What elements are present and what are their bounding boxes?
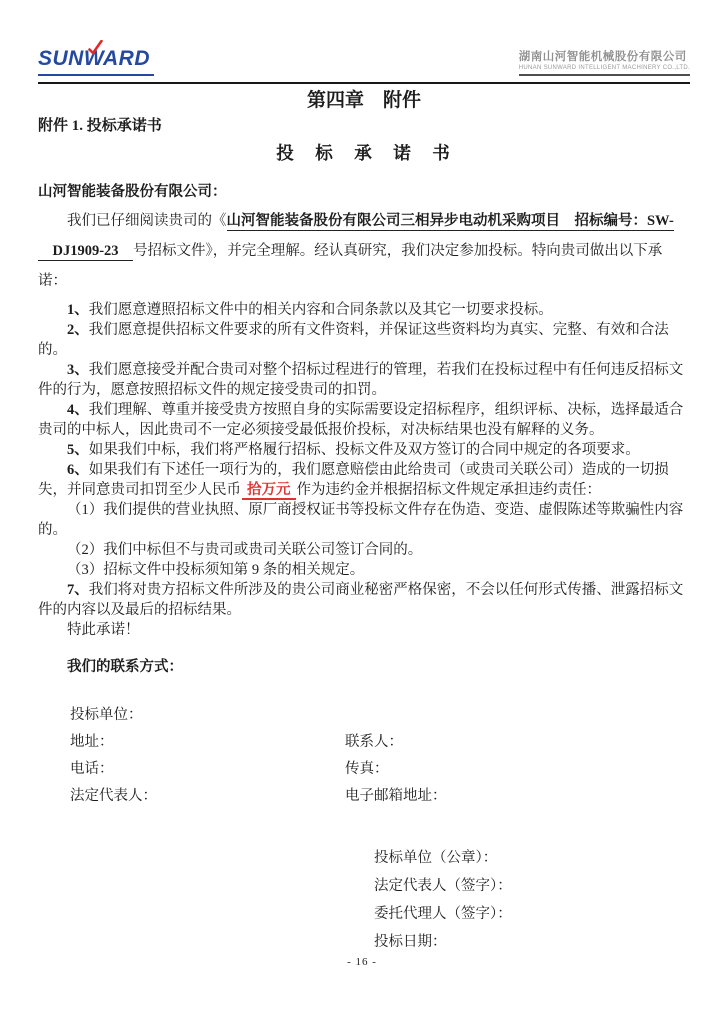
page-number: - 16 -	[347, 956, 377, 968]
item-text: 我们理解、尊重并接受贵方按照自身的实际需要设定招标程序，组织评标、决标，选择最适合贵司的中标人，因此贵司不一定必须接受最低报价投标，对决标结果也没有解释的义务。	[38, 402, 684, 439]
project-name-underlined: 山河智能装备股份有限公司三相异步电动机采购项目 招标编号：SW-	[226, 213, 674, 230]
header-divider	[38, 82, 690, 84]
item-text-post: 作为违约金并根据招标文件规定承担违约责任：	[296, 482, 601, 499]
list-item-5	[38, 440, 690, 460]
item-text: 我们将对贵方招标文件所涉及的贵公司商业秘密严格保密，不会以任何形式传播、泄露招标文件的内容以及最后的招标结果。	[38, 582, 684, 619]
contact-row-address	[70, 727, 690, 754]
contact-row-bidder	[70, 700, 690, 727]
salutation: 山河智能装备股份有限公司：	[38, 184, 227, 201]
sub-item-text: （1）我们提供的营业执照、原厂商授权证书等投标文件存在伪造、变造、虚假陈述等欺骗性内容的。	[38, 502, 684, 539]
company-name-block	[519, 51, 690, 76]
sub-item-3	[38, 560, 690, 580]
list-item-7	[38, 580, 690, 620]
bidder-label: 投标单位：	[70, 707, 143, 724]
item-text: 如果我们中标，我们将严格履行招标、投标文件及双方签订的合同中规定的各项要求。	[88, 442, 640, 459]
document-title: 投 标 承 诺 书	[276, 142, 452, 163]
page-header	[38, 0, 690, 76]
contact-row-phone	[70, 754, 690, 781]
chapter-title: 第四章 附件	[306, 90, 421, 112]
sunward-logo-text: SUNWARD	[38, 47, 150, 70]
list-item-3	[38, 360, 690, 400]
attachment-label: 附件 1. 投标承诺书	[38, 117, 162, 134]
contact-block	[70, 700, 690, 808]
closing-statement: 特此承诺！	[67, 622, 140, 639]
item-number: 1、	[67, 302, 89, 319]
item-number: 7、	[67, 582, 89, 599]
item-number: 4、	[67, 402, 89, 419]
item-text: 我们愿意接受并配合贵司对整个招标过程进行的管理，若我们在投标过程中有任何违反招标文件的行为，愿意按照招标文件的规定接受贵司的扣罚。	[38, 362, 684, 399]
sub-item-text: （2）我们中标但不与贵司或贵司关联公司签订合同的。	[67, 542, 423, 559]
intro-pre-text: 我们已仔细阅读贵司的《	[67, 213, 227, 230]
company-seal-line: 投标单位（公章）：	[374, 850, 498, 867]
contact-person-label: 联系人：	[345, 734, 403, 751]
item-number: 5、	[67, 442, 89, 459]
item-text-pre: 如果我们有下述任一项行为的，我们愿意赔偿由此给贵司（或贵司关联公司）造成的一切损失，并同意贵司扣罚至少人民币	[38, 462, 669, 499]
item-text: 我们愿意提供招标文件要求的所有文件资料，并保证这些资料均为真实、完整、有效和合法的。	[38, 322, 669, 359]
item-text: 我们愿意遵照招标文件中的相关内容和合同条款以及其它一切要求投标。	[88, 302, 553, 319]
signature-block	[374, 844, 690, 956]
intro-post-text: 号招标文件》，并完全理解。经认真研究，我们决定参加投标。特向贵司做出以下承诺：	[38, 243, 663, 290]
logo-accent-icon	[88, 40, 103, 55]
company-name-en: HUNAN SUNWARD INTELLIGENT MACHINERY CO.,LTD.	[518, 65, 690, 72]
item-number: 3、	[67, 362, 89, 379]
contact-row-legal-rep	[70, 781, 690, 808]
legal-rep-sign-line: 法定代表人（签字）：	[374, 878, 512, 895]
phone-label: 电话：	[70, 761, 114, 778]
list-item-4	[38, 400, 690, 440]
legal-rep-label: 法定代表人：	[70, 788, 157, 805]
sunward-logo	[38, 48, 154, 76]
bid-date-line: 投标日期：	[374, 934, 447, 951]
item-number: 2、	[67, 322, 89, 339]
address-label: 地址：	[70, 734, 114, 751]
email-label: 电子邮箱地址：	[345, 788, 447, 805]
intro-paragraph	[38, 206, 690, 296]
sub-item-2	[38, 540, 690, 560]
penalty-amount-highlight: 拾万元	[242, 482, 296, 500]
tender-number-underlined: DJ1909-23	[38, 243, 134, 260]
company-name-cn: 湖南山河智能机械股份有限公司	[518, 50, 687, 63]
sub-item-1	[38, 500, 690, 540]
contact-heading: 我们的联系方式：	[67, 659, 183, 676]
list-item-6	[38, 460, 690, 500]
list-item-1	[38, 300, 690, 320]
list-item-2	[38, 320, 690, 360]
sub-item-text: （3）招标文件中投标须知第 9 条的相关规定。	[67, 562, 365, 579]
fax-label: 传真：	[345, 761, 389, 778]
agent-sign-line: 委托代理人（签字）：	[374, 906, 512, 923]
item-number: 6、	[67, 462, 89, 479]
